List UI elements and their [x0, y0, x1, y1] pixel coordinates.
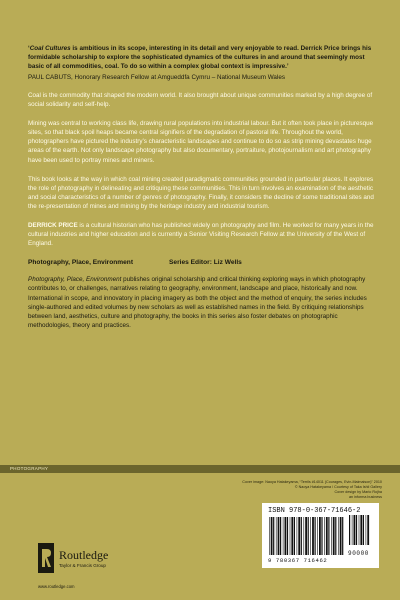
review-quote: ‘Coal Cultures is ambitious in its scope, interesting in its detail and very enjoyable to read. Derrick Price brings his formidable scholarship to explore the sophisticated dynamics of the cultures in and around that seemingly most basic of all commodities, coal. To do so within a complex global context is impressive.’ [28, 45, 372, 70]
publisher-name: Routledge [59, 547, 109, 562]
barcode-digits: 9 780367 716462 [268, 557, 328, 564]
publisher-block [38, 543, 108, 573]
back-cover-text [28, 44, 374, 330]
series-desc-text: publishes original scholarship and critical thinking exploring ways in which photography contributes to, or challenges, narratives relating to geography, environment, landscape and place, historically and now. International in scope, and innovatory in placing imagery as both the object and the method of enquiry, the series includes single-authored and edited volumes by new scholars as well as established names in the field. By critiquing relationships between land, aesthetics, culture and photography, the books in this series also foster debates on photographic methodologies, theory and practices. [28, 276, 367, 329]
quote-text: is ambitious in its scope, interesting in its detail and very enjoyable to read. Derrick Price brings his formidable scholarship to explore the sophisticated dynamics of the cultures in and around that seemingly most basic of all commodities, coal. To do so within a complex global context is impressive. [28, 45, 372, 70]
isbn-label: ISBN [268, 507, 285, 515]
routledge-logo-icon [38, 543, 54, 573]
isbn-line [268, 507, 373, 515]
cover-credits [232, 480, 382, 500]
barcode-bars [268, 517, 344, 555]
series-description [28, 275, 374, 330]
author-bio-text: is a cultural historian who has published widely on photography and film. He worked for many years in the cultural industries and higher education and is currently a Senior Visiting Research Fellow at the University of the West of England. [28, 222, 374, 248]
price-code: 90000 [348, 550, 370, 557]
category-bar [0, 465, 400, 473]
credit-line-3: Cover design by Mario Rojha [334, 490, 382, 494]
credit-line-4: an informa business [348, 495, 382, 499]
credit-line-2: © Naoya Hatakeyama / Courtesy of Taka Ishii Gallery [294, 485, 382, 489]
description-paragraph-3: This book looks at the way in which coal mining created paradigmatic communities grounded in particular places. It explores the role of photography in delineating and critiquing these communities. This in turn involves an examination of the aesthetic and social characteristics of a number of genres of photography. Finally, it considers the decline of some traditional sites and the re-presentation of mines and mining by the heritage industry and industrial tourism. [28, 175, 374, 210]
series-desc-title: Photography, Place, Environment [28, 276, 122, 284]
series-title: Photography, Place, Environment [28, 259, 134, 267]
isbn-barcode [262, 503, 379, 568]
price-code-bars [348, 515, 370, 545]
series-editor: Series Editor: Liz Wells [169, 259, 242, 267]
series-heading [28, 259, 374, 266]
publisher-website: www.routledge.com [38, 584, 75, 589]
description-paragraph-2: Mining was central to working class life, drawing rural populations into industrial labour. But it often took place in picturesque sites, so that black spoil heaps became central signifiers of the degradation of pastoral life. Throughout the world, photographers have pictured the industry’s characteristic landscapes and continue to do so as strip mining devastates huge areas of the earth. Not only landscape photography but also documentary, portraiture, photojournalism and art photography have been used to portray mines and miners. [28, 120, 374, 164]
description-paragraph-1: Coal is the commodity that shaped the modern world. It also brought about unique communities marked by a high degree of social solidarity and self-help. [28, 92, 373, 109]
quote-attribution: PAUL CABUTS, Honorary Research Fellow at Amgueddfa Cymru – National Museum Wales [28, 74, 285, 81]
quote-book-title: Coal Cultures [29, 45, 71, 52]
isbn-number: 978-0-367-71646-2 [289, 507, 361, 515]
author-name: DERRICK PRICE [28, 222, 78, 230]
author-bio [28, 221, 374, 248]
credit-line-1: Cover image: Naoya Hatakeyama, “Terrils #14011 (Courages, Evin-Malmaison)” 2010 [242, 480, 382, 484]
category-label: PHOTOGRAPHY [10, 466, 49, 471]
publisher-group: Taylor & Francis Group [59, 562, 106, 568]
